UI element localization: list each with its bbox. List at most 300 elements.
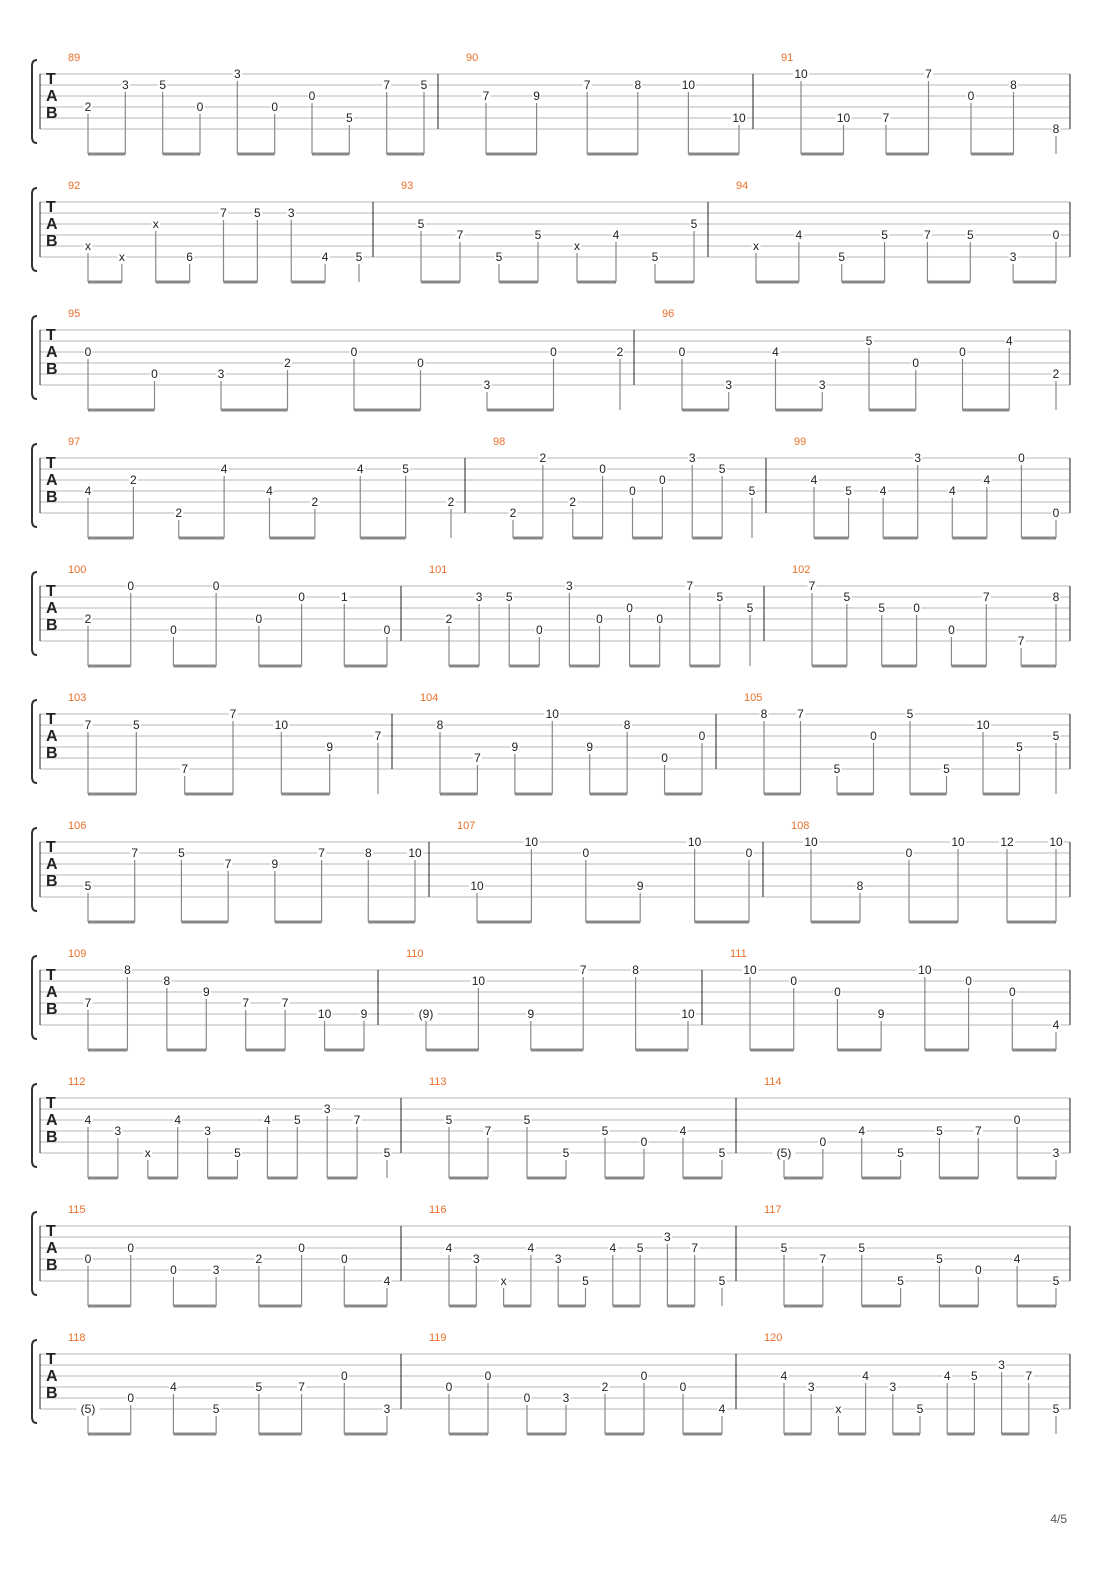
tab-fret-number: 5 <box>212 1402 220 1416</box>
tab-fret-number: 7 <box>1017 634 1025 648</box>
tab-fret-number: 3 <box>562 1391 570 1405</box>
tab-fret-number: 3 <box>914 451 922 465</box>
tab-fret-number: 5 <box>916 1402 924 1416</box>
tab-fret-number: 5 <box>718 1146 726 1160</box>
tab-fret-number: 10 <box>687 835 702 849</box>
tab-fret-number: 4 <box>943 1369 951 1383</box>
tab-fret-number: 4 <box>170 1380 177 1394</box>
tab-fret-number: 7 <box>220 206 227 220</box>
tab-clef-letter: T <box>46 583 56 600</box>
tab-fret-number: 0 <box>1018 451 1025 465</box>
tab-fret-number: 5 <box>178 846 185 860</box>
tab-fret-number: 5 <box>523 1113 531 1127</box>
tab-fret-number: 0 <box>84 345 92 359</box>
tab-fret-number: 0 <box>1052 228 1060 242</box>
tab-clef-letter: B <box>46 617 58 634</box>
tab-fret-number: 3 <box>1009 250 1017 264</box>
tab-clef-letter: B <box>46 105 58 122</box>
tab-fret-number: 0 <box>196 100 204 114</box>
tab-fret-number: 7 <box>229 707 237 721</box>
tab-fret-number: 10 <box>681 78 696 92</box>
tab-fret-number: 4 <box>862 1369 869 1383</box>
tab-fret-number: 5 <box>936 1252 943 1266</box>
tab-fret-number: 0 <box>170 1263 177 1277</box>
tab-fret-number: x <box>85 239 91 253</box>
tab-fret-number: 0 <box>417 356 424 370</box>
tab-fret-number: 10 <box>804 835 818 849</box>
tab-fret-number: 8 <box>856 879 864 893</box>
tab-fret-number: 4 <box>356 462 364 476</box>
tab-fret-number: 7 <box>318 846 325 860</box>
measure-number: 108 <box>791 820 810 832</box>
tab-clef-letter: B <box>46 361 58 378</box>
tab-clef-letter: B <box>46 1129 58 1146</box>
tab-fret-number: 7 <box>819 1252 827 1266</box>
measure-number: 95 <box>68 308 81 320</box>
measure-number: 112 <box>68 1076 86 1088</box>
tab-fret-number: 3 <box>114 1124 122 1138</box>
tab-fret-number: 2 <box>84 612 92 626</box>
tab-fret-number: 3 <box>688 451 696 465</box>
tab-fret-number: 5 <box>601 1124 609 1138</box>
tab-fret-number: 8 <box>1010 78 1017 92</box>
tab-fret-number: 4 <box>383 1274 391 1288</box>
tab-fret-number: 9 <box>202 985 210 999</box>
measure-number: 115 <box>68 1204 86 1216</box>
tab-fret-number: 2 <box>1052 367 1060 381</box>
tab-fret-number: 5 <box>897 1274 904 1288</box>
tab-fret-number: 0 <box>819 1135 827 1149</box>
measure-number: 106 <box>68 820 87 832</box>
tab-fret-number: 0 <box>84 1252 92 1266</box>
tab-fret-number: 10 <box>545 707 559 721</box>
tab-fret-number: 3 <box>725 378 733 392</box>
tab-fret-number: 5 <box>865 334 873 348</box>
tab-fret-number: 4 <box>718 1402 726 1416</box>
tab-fret-number: 5 <box>651 250 659 264</box>
tab-fret-number: x <box>753 239 759 253</box>
tab-fret-number: 0 <box>626 601 633 615</box>
tab-fret-number: 4 <box>84 1113 92 1127</box>
tab-fret-number: 5 <box>582 1274 589 1288</box>
tab-fret-number: 8 <box>163 974 171 988</box>
tab-fret-number: 5 <box>84 879 92 893</box>
tab-fret-number: x <box>152 217 159 231</box>
tab-fret-number: 12 <box>1000 835 1014 849</box>
system-bracket <box>32 1084 37 1167</box>
tab-fret-number: 7 <box>808 579 816 593</box>
tab-clef-letter: T <box>46 199 56 216</box>
tab-fret-number: 10 <box>1049 835 1063 849</box>
tab-fret-number: 0 <box>308 89 316 103</box>
tab-fret-number: 7 <box>181 762 189 776</box>
tab-fret-number: 5 <box>971 1369 978 1383</box>
tab-fret-number: 2 <box>255 1252 263 1266</box>
tab-fret-number: 2 <box>539 451 547 465</box>
tab-fret-number: 5 <box>417 217 425 231</box>
tab-fret-number: 5 <box>718 462 726 476</box>
tab-fret-number: 5 <box>845 484 852 498</box>
tab-fret-number: 0 <box>905 846 913 860</box>
tab-fret-number: 4 <box>772 345 779 359</box>
tab-fret-number: 6 <box>186 250 193 264</box>
tab-fret-number: 3 <box>818 378 826 392</box>
tab-fret-number: 0 <box>599 462 606 476</box>
tab-fret-number: (5) <box>776 1146 792 1160</box>
tab-fret-number: 0 <box>679 1380 687 1394</box>
tab-clef-letter: A <box>46 984 58 1001</box>
measure-number: 92 <box>68 180 81 192</box>
tab-fret-number: 3 <box>889 1380 897 1394</box>
measure-number: 90 <box>466 52 479 64</box>
tab-fret-number: 5 <box>505 590 513 604</box>
tab-fret-number: 3 <box>475 590 483 604</box>
tab-clef-letter: T <box>46 839 56 856</box>
tab-fret-number: 4 <box>321 250 329 264</box>
measure-number: 89 <box>68 52 81 64</box>
tab-fret-number: 2 <box>616 345 624 359</box>
measure-number: 101 <box>429 564 448 576</box>
tab-fret-number: 7 <box>484 1124 492 1138</box>
tab-fret-number: 8 <box>632 963 639 977</box>
tab-fret-number: 7 <box>691 1241 699 1255</box>
tab-fret-number: 9 <box>511 740 519 754</box>
tab-fret-number: 7 <box>374 729 382 743</box>
tab-fret-number: 7 <box>925 67 932 81</box>
tab-fret-number: 7 <box>383 78 391 92</box>
tab-fret-number: 4 <box>948 484 956 498</box>
tab-fret-number: 0 <box>535 623 543 637</box>
tab-fret-number: 5 <box>254 206 261 220</box>
system-bracket <box>32 956 37 1039</box>
system-bracket <box>32 1340 37 1423</box>
tab-fret-number: 5 <box>748 484 756 498</box>
tab-fret-number: 3 <box>483 378 491 392</box>
tab-fret-number: 5 <box>345 111 353 125</box>
tab-fret-number: 0 <box>974 1263 982 1277</box>
tab-fret-number: 7 <box>974 1124 982 1138</box>
tab-fret-number: 0 <box>271 100 279 114</box>
tab-fret-number: 8 <box>1052 590 1060 604</box>
tab-fret-number: 10 <box>951 835 965 849</box>
tab-fret-number: 5 <box>843 590 851 604</box>
tab-fret-number: 0 <box>298 1241 305 1255</box>
tab-fret-number: 3 <box>664 1230 671 1244</box>
tab-fret-number: 4 <box>84 484 92 498</box>
tab-fret-number: 0 <box>834 985 841 999</box>
tab-fret-number: 0 <box>127 579 135 593</box>
tab-fret-number: 5 <box>255 1380 263 1394</box>
tab-fret-number: 5 <box>881 228 888 242</box>
system-bracket <box>32 700 37 783</box>
tab-fret-number: 4 <box>527 1241 535 1255</box>
tab-fret-number: 5 <box>858 1241 866 1255</box>
tab-fret-number: 10 <box>732 111 746 125</box>
tab-clef-letter: B <box>46 1001 58 1018</box>
measure-number: 120 <box>764 1332 783 1344</box>
tab-clef-letter: B <box>46 745 58 762</box>
tab-fret-number: 5 <box>690 217 698 231</box>
tab-fret-number: 3 <box>807 1380 815 1394</box>
tab-fret-number: 10 <box>274 718 289 732</box>
measure-number: 103 <box>68 692 87 704</box>
tab-fret-number: 9 <box>533 89 540 103</box>
tab-fret-number: 7 <box>84 996 92 1010</box>
tab-fret-number: 4 <box>609 1241 617 1255</box>
tab-fret-number: 5 <box>1016 740 1023 754</box>
tab-clef-letter: A <box>46 1240 58 1257</box>
tab-clef-letter: T <box>46 967 56 984</box>
tab-fret-number: 8 <box>364 846 372 860</box>
tab-fret-number: 7 <box>474 751 481 765</box>
tab-fret-number: 7 <box>298 1380 305 1394</box>
tab-fret-number: 0 <box>678 345 686 359</box>
tab-fret-number: 2 <box>84 100 92 114</box>
tab-fret-number: 0 <box>912 356 920 370</box>
tab-fret-number: 2 <box>175 506 183 520</box>
tab-fret-number: 5 <box>355 250 363 264</box>
measure-number: 119 <box>429 1332 447 1344</box>
tab-fret-number: 10 <box>976 718 990 732</box>
tab-clef-letter: A <box>46 472 58 489</box>
tab-clef-letter: B <box>46 233 58 250</box>
tab-clef-letter: A <box>46 1112 58 1129</box>
measure-number: 104 <box>420 692 439 704</box>
tab-fret-number: 8 <box>623 718 631 732</box>
tab-fret-number: 0 <box>745 846 753 860</box>
tab-fret-number: 0 <box>948 623 955 637</box>
tab-fret-number: 10 <box>918 963 932 977</box>
measure-number: 98 <box>493 436 506 448</box>
tab-fret-number: 0 <box>870 729 877 743</box>
tab-fret-number: 5 <box>636 1241 644 1255</box>
tab-fret-number: 7 <box>686 579 694 593</box>
tab-fret-number: (5) <box>80 1402 96 1416</box>
tab-fret-number: 2 <box>311 495 319 509</box>
tab-fret-number: 5 <box>833 762 841 776</box>
tab-fret-number: 4 <box>1005 334 1013 348</box>
tab-clef-letter: B <box>46 489 58 506</box>
tab-fret-number: 0 <box>629 484 636 498</box>
tab-fret-number: 2 <box>569 495 577 509</box>
tab-fret-number: 5 <box>716 590 724 604</box>
tab-fret-number: 5 <box>402 462 409 476</box>
tab-fret-number: 10 <box>836 111 851 125</box>
tab-fret-number: 5 <box>495 250 503 264</box>
tab-fret-number: (9) <box>418 1007 434 1021</box>
tab-fret-number: 0 <box>484 1369 492 1383</box>
tab-fret-number: 10 <box>471 974 486 988</box>
tab-fret-number: 0 <box>212 579 220 593</box>
tab-fret-number: 4 <box>445 1241 453 1255</box>
tab-fret-number: 0 <box>445 1380 453 1394</box>
tab-fret-number: 2 <box>447 495 455 509</box>
tab-fret-number: 2 <box>445 612 453 626</box>
tab-fret-number: 4 <box>858 1124 866 1138</box>
tab-fret-number: 3 <box>383 1402 391 1416</box>
tab-fret-number: x <box>500 1274 507 1288</box>
tab-fret-number: 9 <box>360 1007 368 1021</box>
tab-clef-letter: B <box>46 873 58 890</box>
tab-clef-letter: A <box>46 88 58 105</box>
tab-clef-letter: T <box>46 1351 56 1368</box>
tab-fret-number: 0 <box>582 846 590 860</box>
measure-number: 111 <box>730 948 747 960</box>
tab-fret-number: 9 <box>271 857 279 871</box>
tab-fret-number: 5 <box>562 1146 570 1160</box>
tab-fret-number: 0 <box>298 590 305 604</box>
tab-fret-number: 0 <box>151 367 158 381</box>
tab-fret-number: 4 <box>879 484 887 498</box>
tab-fret-number: x <box>574 239 580 253</box>
measure-number: 110 <box>406 948 424 960</box>
tab-fret-number: 10 <box>794 67 808 81</box>
tab-fret-number: 0 <box>965 974 972 988</box>
tab-fret-number: 9 <box>586 740 594 754</box>
tab-fret-number: 0 <box>127 1241 135 1255</box>
tab-fret-number: 9 <box>326 740 334 754</box>
measure-number: 107 <box>457 820 476 832</box>
tab-clef-letter: A <box>46 344 58 361</box>
tab-fret-number: 5 <box>1052 1402 1060 1416</box>
tab-fret-number: 5 <box>780 1241 788 1255</box>
tab-fret-number: 7 <box>131 846 139 860</box>
tab-fret-number: 9 <box>636 879 644 893</box>
tab-fret-number: 5 <box>966 228 974 242</box>
tab-fret-number: 3 <box>1052 1146 1060 1160</box>
tab-fret-number: 7 <box>982 590 990 604</box>
tab-fret-number: 5 <box>1052 729 1060 743</box>
tab-fret-number: 0 <box>350 345 358 359</box>
measure-number: 100 <box>68 564 87 576</box>
tab-clef-letter: A <box>46 216 58 233</box>
tab-clef-letter: T <box>46 1223 56 1240</box>
tab-fret-number: 5 <box>445 1113 453 1127</box>
tab-fret-number: 7 <box>281 996 289 1010</box>
tab-fret-number: 0 <box>1013 1113 1021 1127</box>
tab-fret-number: 8 <box>634 78 642 92</box>
tab-fret-number: 8 <box>436 718 444 732</box>
tab-fret-number: 7 <box>579 963 587 977</box>
tab-fret-number: 0 <box>790 974 798 988</box>
tab-fret-number: 10 <box>681 1007 695 1021</box>
tab-fret-number: 3 <box>323 1102 331 1116</box>
tab-fret-number: 0 <box>913 601 920 615</box>
tab-fret-number: 4 <box>612 228 620 242</box>
tab-fret-number: 0 <box>340 1252 348 1266</box>
tab-fret-number: 3 <box>233 67 241 81</box>
tab-fret-number: 4 <box>1052 1018 1060 1032</box>
tab-fret-number: x <box>835 1402 842 1416</box>
tab-fret-number: 4 <box>220 462 228 476</box>
tab-fret-number: 1 <box>340 590 348 604</box>
tab-fret-number: 8 <box>124 963 131 977</box>
tab-fret-number: 4 <box>983 473 991 487</box>
tab-fret-number: 7 <box>583 78 591 92</box>
system-bracket <box>32 60 37 143</box>
tab-fret-number: 2 <box>130 473 137 487</box>
measure-number: 105 <box>744 692 763 704</box>
tab-fret-number: 4 <box>266 484 273 498</box>
tab-fret-number: 5 <box>159 78 167 92</box>
tab-fret-number: 7 <box>242 996 250 1010</box>
tab-fret-number: 5 <box>838 250 846 264</box>
tab-fret-number: 8 <box>1052 122 1060 136</box>
tab-fret-number: 3 <box>121 78 129 92</box>
measure-number: 102 <box>792 564 811 576</box>
tab-clef-letter: A <box>46 728 58 745</box>
tab-fret-number: 4 <box>679 1124 687 1138</box>
tab-fret-number: 5 <box>718 1274 726 1288</box>
tab-fret-number: 7 <box>353 1113 361 1127</box>
tab-fret-number: 5 <box>132 718 140 732</box>
tab-fret-number: 3 <box>554 1252 562 1266</box>
tab-clef-letter: T <box>46 711 56 728</box>
measure-number: 94 <box>736 180 749 192</box>
tab-fret-number: 3 <box>212 1263 220 1277</box>
tab-fret-number: 3 <box>566 579 573 593</box>
tab-fret-number: 7 <box>482 89 490 103</box>
tab-clef-letter: A <box>46 1368 58 1385</box>
measure-number: 113 <box>429 1076 447 1088</box>
tab-fret-number: 3 <box>217 367 225 381</box>
system-bracket <box>32 572 37 655</box>
tab-fret-number: 4 <box>780 1369 788 1383</box>
tab-fret-number: 2 <box>284 356 291 370</box>
tab-fret-number: 5 <box>943 762 950 776</box>
measure-number: 118 <box>68 1332 86 1344</box>
tab-fret-number: 3 <box>204 1124 211 1138</box>
tab-fret-number: 0 <box>698 729 706 743</box>
system-bracket <box>32 316 37 399</box>
tab-fret-number: 5 <box>897 1146 904 1160</box>
measure-number: 97 <box>68 436 81 448</box>
tab-fret-number: 7 <box>84 718 92 732</box>
tab-fret-number: 3 <box>287 206 295 220</box>
tab-fret-number: 0 <box>640 1135 648 1149</box>
tab-clef-letter: T <box>46 71 56 88</box>
measure-number: 116 <box>429 1204 447 1216</box>
tab-fret-number: 5 <box>746 601 754 615</box>
tab-fret-number: 5 <box>936 1124 943 1138</box>
tab-fret-number: 5 <box>878 601 886 615</box>
tab-fret-number: 3 <box>472 1252 480 1266</box>
tab-fret-number: 0 <box>170 623 177 637</box>
tab-fret-number: 0 <box>127 1391 135 1405</box>
system-bracket <box>32 188 37 271</box>
measure-number: 109 <box>68 948 87 960</box>
tab-fret-number: 0 <box>661 751 668 765</box>
tab-fret-number: 7 <box>924 228 931 242</box>
tab-fret-number: 10 <box>317 1007 332 1021</box>
measure-number: 93 <box>401 180 414 192</box>
tab-fret-number: 8 <box>760 707 768 721</box>
tab-fret-number: 2 <box>509 506 517 520</box>
tab-fret-number: 0 <box>640 1369 648 1383</box>
tab-fret-number: 5 <box>293 1113 301 1127</box>
tab-fret-number: 4 <box>174 1113 182 1127</box>
tab-fret-number: 5 <box>534 228 542 242</box>
tab-fret-number: 0 <box>340 1369 348 1383</box>
tab-fret-number: 9 <box>527 1007 535 1021</box>
tab-fret-number: 0 <box>1008 985 1016 999</box>
tab-fret-number: 3 <box>998 1358 1005 1372</box>
tab-fret-number: 4 <box>795 228 803 242</box>
tab-fret-number: 4 <box>264 1113 271 1127</box>
tab-fret-number: 10 <box>524 835 539 849</box>
tab-clef-letter: T <box>46 455 56 472</box>
tab-fret-number: 7 <box>224 857 232 871</box>
